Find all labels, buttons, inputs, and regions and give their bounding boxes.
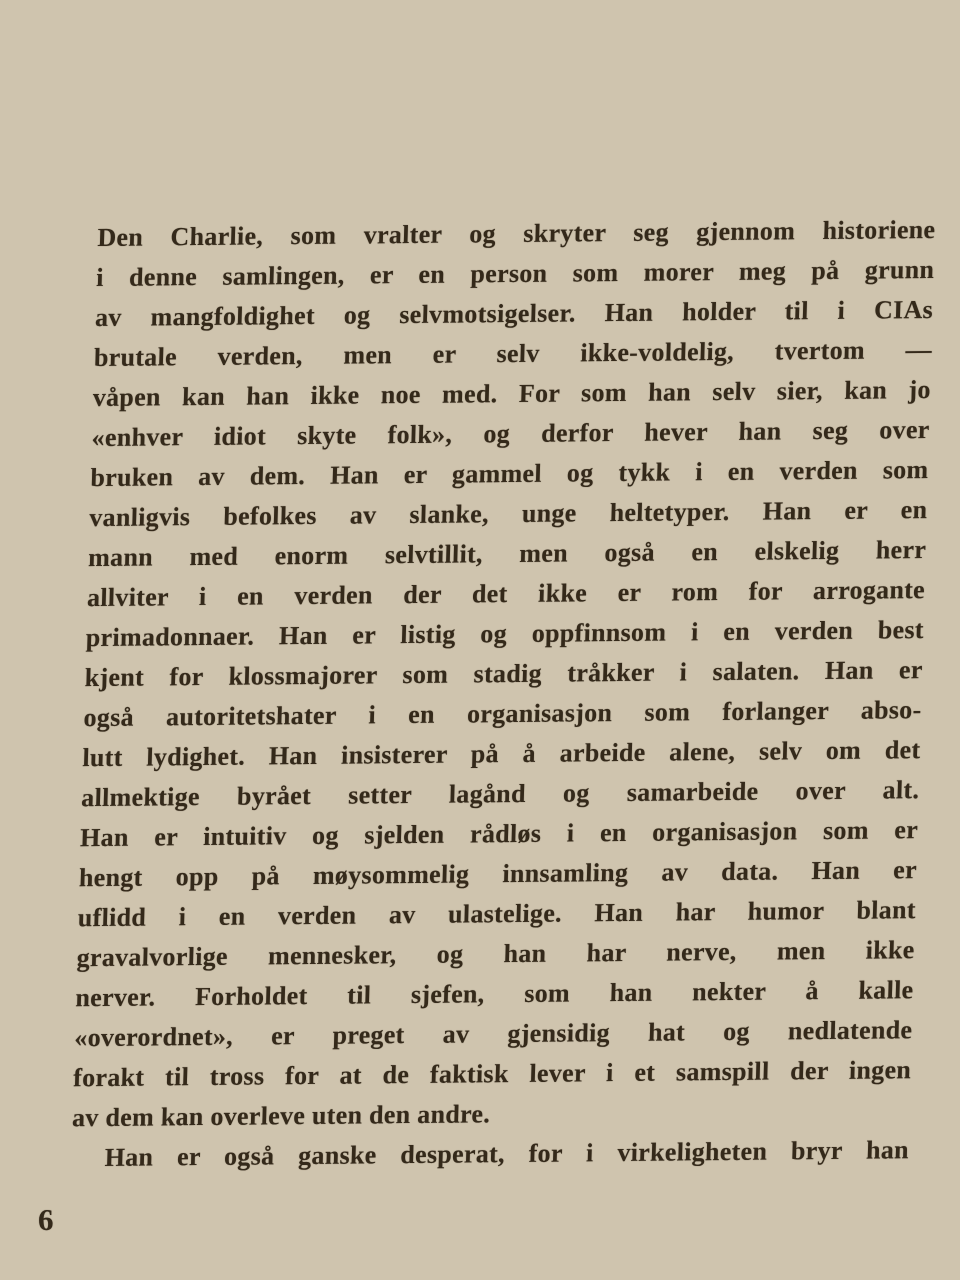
- text-line: uflidd i en verden av ulastelige. Han har humor blant: [77, 895, 917, 933]
- page-number: 6: [38, 1202, 54, 1237]
- text-line: gravalvorlige mennesker, og han har nerve, men ikke: [76, 935, 916, 973]
- text-line: forakt til tross for at de faktisk lever i et samspill der ingen: [72, 1055, 912, 1093]
- text-line: våpen kan han ikke noe med. For som han selv sier, kan jo: [92, 375, 932, 413]
- text-line: Han er intuitiv og sjelden rådløs i en organisasjon som er: [79, 815, 919, 853]
- text-line: lutt lydighet. Han insisterer på å arbeide alene, selv om det: [82, 735, 921, 773]
- text-line: bruken av dem. Han er gammel og tykk i en verden som: [90, 455, 929, 493]
- text-line: i denne samlingen, er en person som morer meg på grunn: [95, 254, 935, 293]
- page-text-block: [70, 210, 936, 1178]
- text-line: «enhver idiot skyte folk», og derfor hever han seg over: [91, 415, 931, 453]
- text-line: nerver. Forholdet til sjefen, som han nekter å kalle: [75, 975, 914, 1013]
- text-line: av dem kan overleve uten den andre.: [71, 1099, 491, 1133]
- text-line: primadonnaer. Han er listig og oppfinnsom i en verden best: [85, 615, 925, 653]
- text-line: av mangfoldighet og selvmotsigelser. Han holder til i CIAs: [94, 294, 934, 333]
- text-line: mann med enorm selvtillit, men også en elskelig herr: [87, 535, 927, 573]
- text-line: brutale verden, men er selv ikke-voldelig, tvertom —: [93, 334, 933, 373]
- text-line: allmektige byrået setter lagånd og samarbeide over alt.: [80, 775, 920, 813]
- text-line: allviter i en verden der det ikke er rom for arrogante: [86, 575, 926, 613]
- text-line: også autoritetshater i en organisasjon som forlanger abso-: [83, 695, 922, 733]
- text-line: Den Charlie, som vralter og skryter seg gjennom historiene: [97, 214, 936, 253]
- text-line: vanligvis befolkes av slanke, unge heltetyper. Han er en: [88, 495, 928, 533]
- text-line: kjent for klossmajorer som stadig tråkker i salaten. Han er: [84, 655, 924, 693]
- text-line: «overordnet», er preget av gjensidig hat og nedlatende: [73, 1015, 913, 1053]
- text-line: Han er også ganske desperat, for i virkeligheten bryr han: [104, 1135, 910, 1172]
- text-line: hengt opp på møysommelig innsamling av data. Han er: [78, 855, 918, 893]
